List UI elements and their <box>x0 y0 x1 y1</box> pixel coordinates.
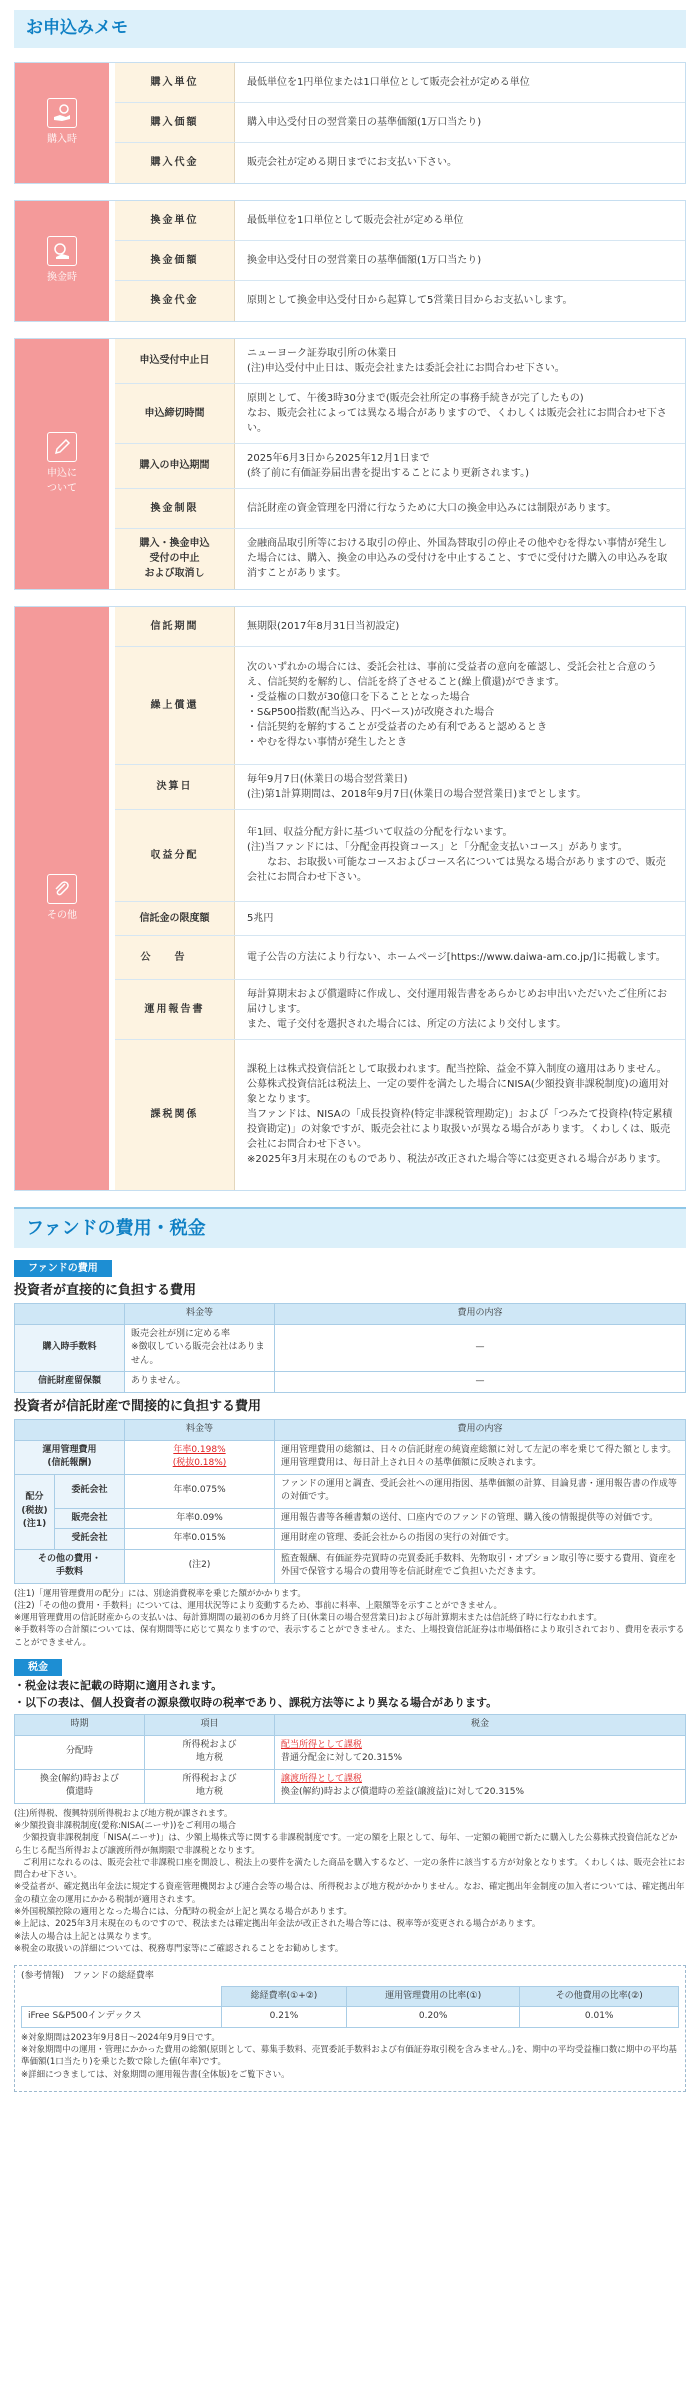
purchase-side-label: 購入時 <box>47 134 77 145</box>
memo-row <box>115 980 685 1040</box>
row-head: 換金代金 <box>115 281 235 321</box>
row-head: 運用報告書 <box>115 980 235 1039</box>
memo-row <box>115 201 685 241</box>
paperclip-icon <box>47 874 77 904</box>
row-body: 2025年6月3日から2025年12月1日まで (終了前に有価証券届出書を提出することにより更新されます。) <box>247 452 530 479</box>
row-head: 換金価額 <box>115 241 235 280</box>
table-row <box>15 1440 686 1474</box>
yen-exchange-icon <box>47 236 77 266</box>
row-body: 毎年9月7日(休業日の場合翌営業日) (注)第1計算期間は、2018年9月7日(休業日の場合翌営業日)までとします。 <box>247 773 587 800</box>
row-head: 収益分配 <box>115 810 235 901</box>
memo-row <box>115 241 685 281</box>
mgmt-rate-excl-tax: (税抜0.18%) <box>172 1458 227 1468</box>
table-header: 料金等 <box>125 1304 275 1325</box>
cell-tax <box>275 1769 686 1803</box>
cell-desc: 運用管理費用の総額は、日々の信託財産の純資産総額に対して左記の率を乗じて得た額とします。運用管理費用は、毎日計上され日々の基準価額に反映されます。 <box>275 1440 686 1474</box>
cell-amount: 年率0.075% <box>125 1474 275 1508</box>
row-head: 申込受付中止日 <box>115 339 235 383</box>
memo-row <box>115 143 685 183</box>
fees-pill: ファンドの費用 <box>14 1260 112 1277</box>
cell-amount: 年率0.015% <box>125 1529 275 1550</box>
purchase-block <box>14 62 686 184</box>
row-body: ニューヨーク証券取引所の休業日 (注)申込受付中止日は、販売会社または委託会社にお問合わせ下さい。 <box>247 347 565 374</box>
table-row <box>15 1372 686 1393</box>
cell-label: 販売会社 <box>55 1508 125 1529</box>
memo-row <box>115 63 685 103</box>
cell-amount: ありません。 <box>125 1372 275 1393</box>
indirect-cost-title: 投資者が信託財産で間接的に負担する費用 <box>14 1398 262 1414</box>
mgmt-rate: 年率0.198% <box>173 1444 226 1455</box>
cell-desc: 運用財産の管理、委託会社からの指図の実行の対価です。 <box>275 1529 686 1550</box>
cell-amount: 年率0.09% <box>125 1508 275 1529</box>
row-body: 最低単位を1円単位または1口単位として販売会社が定める単位 <box>247 76 530 88</box>
memo-row <box>115 489 685 529</box>
cell-amount <box>125 1440 275 1474</box>
table-header: 項目 <box>145 1715 275 1736</box>
row-head: 信託期間 <box>115 607 235 646</box>
row-body: 課税上は株式投資信託として取扱われます。配当控除、益金不算入制度の適用はありません。 公募株式投資信託は税法上、一定の要件を満たした場合にNISA(少額投資非課税制度)の適用対象となります。 当ファンドは、NISAの「成長投資枠(特定非課税管理勘定)」および「つみたて投資枠(特定累積投資勘定)」の対象ですが、販売会社により取扱いが異なる場合があります。くわしくは、販売会社にお問合わせ下さい。 ※2025年3月末現在のものであり、税法が改正された場合等には変更される場合があります。 <box>247 1064 673 1165</box>
table-row <box>15 1324 686 1372</box>
fee-notes: (注1)「運用管理費用の配分」には、別途消費税率を乗じた額がかかります。 (注2)「その他の費用・手数料」については、運用状況等により変動するため、事前に料率、上限額等を示すことができません。 ※運用管理費用の信託財産からの支払いは、毎計算期間の最初の6カ月終了日(休業日の場合翌営業日)および毎計算期末または信託終了時に行なわれます。 ※手数料等の合計額については、保有期間等に応じて異なりますので、表示することができません。また、上場投資信託証券は市場価格により取引されており、費用を表示することができません。 <box>14 1588 685 1648</box>
memo-row <box>115 810 685 902</box>
application-block <box>14 338 686 590</box>
row-head: 購入単位 <box>115 63 235 102</box>
row-head: 換金制限 <box>115 489 235 528</box>
cell-desc: ファンドの運用と調査、受託会社への運用指図、基準価額の計算、目論見書・運用報告書の作成等の対価です。 <box>275 1474 686 1508</box>
row-head: 繰上償還 <box>115 647 235 764</box>
row-body: 信託財産の資金管理を円滑に行なうために大口の換金申込みには制限があります。 <box>247 502 617 514</box>
cell-tax <box>275 1735 686 1769</box>
memo-row <box>115 765 685 810</box>
row-head: 信託金の限度額 <box>115 902 235 935</box>
application-side <box>15 339 115 589</box>
row-head: 購入代金 <box>115 143 235 183</box>
cell-desc: 監査報酬、有価証券売買時の売買委託手数料、先物取引・オプション取引等に要する費用、資産を外国で保管する場合の費用等を信託財産でご負担いただきます。 <box>275 1549 686 1583</box>
pencil-icon <box>47 432 77 462</box>
tax-line-1: ・税金は表に記載の時期に適用されます。 <box>14 1679 223 1693</box>
table-row <box>15 1549 686 1583</box>
table-header: その他費用の比率(②) <box>520 1986 679 2007</box>
table-header <box>15 1304 125 1325</box>
row-head: 課税関係 <box>115 1040 235 1190</box>
hand-money-icon <box>47 98 77 128</box>
cell-item: 所得税および 地方税 <box>145 1735 275 1769</box>
cell-desc: — <box>275 1372 686 1393</box>
row-body: 販売会社が定める期日までにお支払い下さい。 <box>247 157 457 168</box>
table-row <box>15 1508 686 1529</box>
tax-rate: 換金(解約)時および償還時の差益(譲渡益)に対して20.315% <box>281 1787 525 1798</box>
row-head: 決算日 <box>115 765 235 809</box>
table-row <box>15 1529 686 1550</box>
table-row <box>22 2007 679 2028</box>
row-head: 購入価額 <box>115 103 235 142</box>
other-ratio: 0.01% <box>520 2007 679 2028</box>
cell-label: 信託財産留保額 <box>15 1372 125 1393</box>
row-body: 原則として、午後3時30分まで(販売会社所定の事務手続きが完了したもの) なお、販売会社によっては異なる場合がありますので、くわしくは販売会社にお問合わせ下さい。 <box>247 392 667 434</box>
row-body: 次のいずれかの場合には、委託会社は、事前に受益者の意向を確認し、受託会社と合意のうえ、信託契約を解約し、信託を終了させること(繰上償還)ができます。 ・受益権の口数が30億口を下ることとなった場合 ・S&P500指数(配当込み、円ベース)が改廃された場合 ・信託契約を解約することが受益者のため有利であると認めるとき ・やむを得ない事情が発生したとき <box>247 662 657 748</box>
row-body: 電子公告の方法により行ない、ホームページ[https://www.daiwa-am.co.jp/]に掲載します。 <box>247 951 666 963</box>
memo-row <box>115 529 685 589</box>
memo-row <box>115 281 685 321</box>
row-body: 原則として換金申込受付日から起算して5営業日目からお支払いします。 <box>247 295 573 306</box>
table-row <box>15 1735 686 1769</box>
redemption-side <box>15 201 115 321</box>
application-side-label: 申込に ついて <box>47 467 77 494</box>
table-header: 時期 <box>15 1715 145 1736</box>
table-header: 費用の内容 <box>275 1420 686 1441</box>
table-row <box>15 1474 686 1508</box>
cell-amount: (注2) <box>125 1549 275 1583</box>
other-side <box>15 607 115 1190</box>
tax-notes: (注)所得税、復興特別所得税および地方税が課されます。 ※少額投資非課税制度(愛称:NISA(ニーサ))をご利用の場合 少額投資非課税制度「NISA(ニーサ)」は、少額上場株式等に関する非課税制度です。一定の額を上限として、毎年、一定額の範囲で新たに購入した公募株式投資信託などから生じる配当所得および譲渡所得が無期限で非課税となります。 ご利用になれるのは、販売会社で非課税口座を開設し、税法上の要件を満たした商品を購入するなど、一定の条件に該当する方が対象となります。くわしくは、販売会社にお問合わせ下さい。 ※受益者が、確定拠出年金法に規定する資産管理機関および連合会等の場合は、所得税および地方税がかかりません。なお、確定拠出年金制度の加入者については、確定拠出年金の積立金の運用にかかる税制が適用されます。 ※外国税額控除の適用となった場合には、分配時の税金が上記と異なる場合があります。 ※上記は、2025年3月末現在のものですので、税法または確定拠出年金法が改正された場合等には、税率等が変更される場合があります。 ※法人の場合は上記とは異なります。 ※税金の取扱いの詳細については、税務専門家等にご確認されることをお勧めします。 <box>14 1808 685 1954</box>
reference-notes: ※対象期間は2023年9月8日～2024年9月9日です。 ※対象期間中の運用・管理にかかった費用の総額(原則として、募集手数料、売買委託手数料および有価証券取引税を含みません。)を、期中の平均受益権口数に期中の平均基準価額(1口当たり)を乗じた数で除した値(年率)です。 ※詳細につきましては、対象期間の運用報告書(全体版)をご覧下さい。 <box>21 2032 677 2080</box>
memo-row <box>115 607 685 647</box>
memo-row <box>115 1040 685 1190</box>
memo-row <box>115 902 685 936</box>
table-header: 費用の内容 <box>275 1304 686 1325</box>
cell-label: 受託会社 <box>55 1529 125 1550</box>
fees-section-title: ファンドの費用・税金 <box>14 1207 686 1248</box>
memo-section-title: お申込みメモ <box>14 10 686 48</box>
tax-type: 配当所得として課税 <box>281 1739 363 1750</box>
memo-row <box>115 339 685 384</box>
reference-box <box>14 1965 686 2092</box>
tax-pill: 税金 <box>14 1659 62 1676</box>
cell-when: 分配時 <box>15 1735 145 1769</box>
row-head: 申込締切時間 <box>115 384 235 443</box>
table-header: 料金等 <box>125 1420 275 1441</box>
indirect-cost-table <box>14 1419 686 1584</box>
purchase-side <box>15 63 115 183</box>
memo-row <box>115 444 685 489</box>
direct-cost-title: 投資者が直接的に負担する費用 <box>14 1282 197 1298</box>
cell-item: 所得税および 地方税 <box>145 1769 275 1803</box>
reference-title: (参考情報) ファンドの総経費率 <box>21 1971 154 1982</box>
memo-row <box>115 647 685 765</box>
table-header: 運用管理費用の比率(①) <box>346 1986 519 2007</box>
fund-name: iFree S&P500インデックス <box>22 2007 222 2028</box>
row-body: 5兆円 <box>247 912 274 924</box>
table-header: 総経費率(①+②) <box>222 1986 347 2007</box>
cell-desc: — <box>275 1324 686 1372</box>
row-head: 換金単位 <box>115 201 235 240</box>
row-body: 換金申込受付日の翌営業日の基準価額(1万口当たり) <box>247 254 482 266</box>
other-side-label: その他 <box>47 909 77 921</box>
cell-desc: 運用報告書等各種書類の送付、口座内でのファンドの管理、購入後の情報提供等の対価です。 <box>275 1508 686 1529</box>
cell-label: 運用管理費用 (信託報酬) <box>15 1440 125 1474</box>
row-body: 金融商品取引所等における取引の停止、外国為替取引の停止その他やむを得ない事情が発生した場合には、購入、換金の申込みの受付けを中止すること、すでに受付けた購入の申込みを取消すことがあります。 <box>247 538 668 579</box>
reference-table <box>21 1986 679 2028</box>
row-head: 公告 <box>115 936 235 979</box>
row-body: 無期限(2017年8月31日当初設定) <box>247 620 400 632</box>
cell-label: 配分 (税抜) (注1) <box>15 1474 55 1549</box>
mgmt-ratio: 0.20% <box>346 2007 519 2028</box>
cell-label: 委託会社 <box>55 1474 125 1508</box>
tax-type: 譲渡所得として課税 <box>281 1773 363 1784</box>
redemption-side-label: 換金時 <box>47 272 77 283</box>
direct-cost-table <box>14 1303 686 1393</box>
table-row <box>15 1769 686 1803</box>
tax-rate: 普通分配金に対して20.315% <box>281 1753 403 1764</box>
table-header <box>22 1986 222 2007</box>
memo-row <box>115 103 685 143</box>
tax-line-2: ・以下の表は、個人投資者の源泉徴収時の税率であり、課税方法等により異なる場合があります。 <box>14 1695 498 1709</box>
cell-label: その他の費用・ 手数料 <box>15 1549 125 1583</box>
memo-row <box>115 384 685 444</box>
row-head: 購入の申込期間 <box>115 444 235 488</box>
row-body: 年1回、収益分配方針に基づいて収益の分配を行ないます。 (注)当ファンドには、「分配金再投資コース」と「分配金支払いコース」があります。 なお、お取扱い可能なコースおよびコース名については異なる場合がありますので、販売会社にお問合わせ下さい。 <box>247 827 666 883</box>
table-header: 税金 <box>275 1715 686 1736</box>
row-body: 毎計算期末および償還時に作成し、交付運用報告書をあらかじめお申出いただいたご住所にお届けします。 また、電子交付を選択された場合には、所定の方法により交付します。 <box>247 988 667 1030</box>
row-body: 最低単位を1口単位として販売会社が定める単位 <box>247 214 464 226</box>
row-body: 購入申込受付日の翌営業日の基準価額(1万口当たり) <box>247 116 482 128</box>
memo-row <box>115 936 685 980</box>
total-expense-ratio: 0.21% <box>222 2007 347 2028</box>
tax-table <box>14 1714 686 1804</box>
other-block <box>14 606 686 1191</box>
cell-when: 換金(解約)時および 償還時 <box>15 1769 145 1803</box>
row-head: 購入・換金申込 受付の中止 および取消し <box>115 529 235 589</box>
table-header <box>15 1420 125 1441</box>
redemption-block <box>14 200 686 322</box>
cell-amount: 販売会社が別に定める率 ※徴収している販売会社はありません。 <box>125 1324 275 1372</box>
cell-label: 購入時手数料 <box>15 1324 125 1372</box>
